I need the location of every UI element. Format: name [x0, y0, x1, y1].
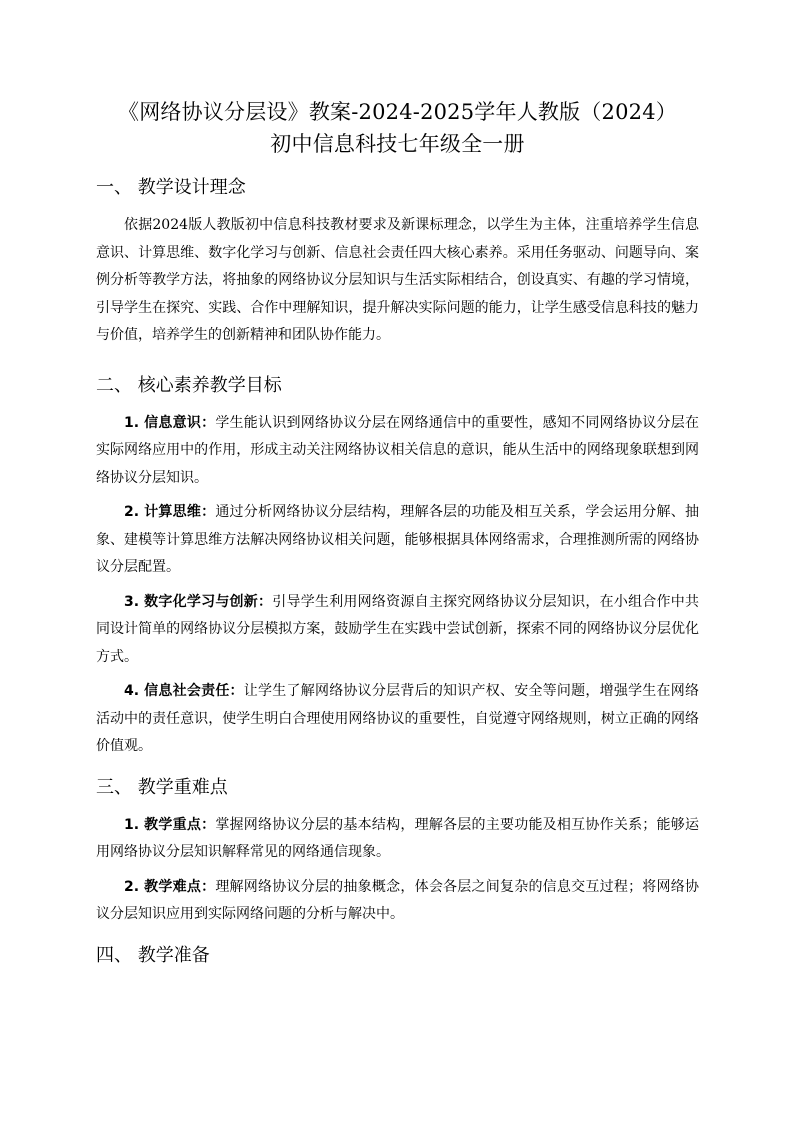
document-title	[96, 96, 699, 160]
section-heading-teaching-preparation: 四、 教学准备	[96, 944, 210, 966]
goal-item-lead: 1. 信息意识：	[124, 414, 216, 431]
difficult-point-lead: 2. 教学难点：	[124, 878, 216, 895]
key-point-text: 掌握网络协议分层的基本结构，理解各层的主要功能及相互协作关系；能够运用网络协议分层知识解释常见的网络通信现象。	[96, 816, 699, 860]
key-point-item	[96, 812, 699, 867]
difficult-point-item	[96, 874, 699, 929]
goal-item-lead: 2. 计算思维：	[124, 504, 216, 520]
section-heading-core-literacy-goals: 二、 核心素养教学目标	[96, 374, 282, 396]
title-line-1: 《网络协议分层设》教案-2024-2025学年人教版（2024）	[118, 100, 677, 124]
goal-item-digital-learning-innovation	[96, 589, 699, 672]
goal-item-lead: 4. 信息社会责任：	[124, 683, 244, 699]
goal-item-text: 通过分析网络协议分层结构，理解各层的功能及相互关系，学会运用分解、抽象、建模等计算思维方法解决网络协议相关问题，能够根据具体网络需求，合理推测所需的网络协议分层配置。	[96, 504, 699, 575]
goal-item-information-awareness	[96, 410, 699, 493]
goal-item-computational-thinking	[96, 499, 699, 582]
goal-item-text: 学生能认识到网络协议分层在网络通信中的重要性，感知不同网络协议分层在实际网络应用中的作用，形成主动关注网络协议相关信息的意识，能从生活中的网络现象联想到网络协议分层知识。	[96, 414, 699, 486]
key-point-lead: 1. 教学重点：	[124, 816, 216, 833]
section-heading-teaching-concept: 一、 教学设计理念	[96, 177, 246, 198]
goal-item-text: 让学生了解网络协议分层背后的知识产权、安全等问题，增强学生在网络活动中的责任意识，使学生明白合理使用网络协议的重要性，自觉遵守网络规则，树立正确的网络价值观。	[96, 683, 699, 754]
difficult-point-text: 理解网络协议分层的抽象概念，体会各层之间复杂的信息交互过程；将网络协议分层知识应用到实际网络问题的分析与解决中。	[96, 878, 699, 922]
section-heading-key-difficult-points: 三、 教学重难点	[96, 776, 228, 798]
title-line-2: 初中信息科技七年级全一册	[270, 132, 525, 156]
goal-item-social-responsibility	[96, 678, 699, 761]
goal-item-lead: 3. 数字化学习与创新：	[124, 593, 273, 610]
teaching-concept-paragraph: 依据2024版人教版初中信息科技教材要求及新课标理念，以学生为主体，注重培养学生信息意识、计算思维、数字化学习与创新、信息社会责任四大核心素养。采用任务驱动、问题导向、案例分析等教学方法，将抽象的网络协议分层知识与生活实际相结合，创设真实、有趣的学习情境，引导学生在探究、实践、合作中理解知识，提升解决实际问题的能力，让学生感受信息科技的魅力与价值，培养学生的创新精神和团队协作能力。	[96, 217, 699, 343]
goal-item-text: 引导学生利用网络资源自主探究网络协议分层知识，在小组合作中共同设计简单的网络协议分层模拟方案，鼓励学生在实践中尝试创新，探索不同的网络协议分层优化方式。	[96, 593, 700, 665]
